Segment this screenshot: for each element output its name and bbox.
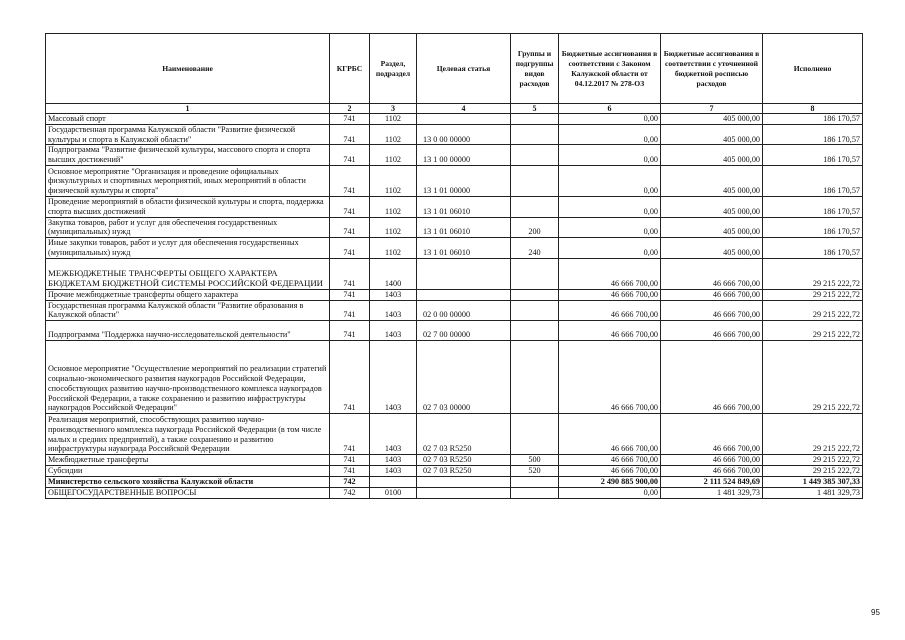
cell-name: Подпрограмма "Развитие физической культуры, массового спорта и спорта высших достижений" (46, 145, 330, 166)
cell-refined: 2 111 524 849,69 (661, 476, 763, 487)
cell-exec: 186 170,57 (763, 238, 863, 259)
cell-group: 520 (511, 465, 559, 476)
cell-section: 1403 (370, 455, 417, 466)
cell-name: Субсидии (46, 465, 330, 476)
col-number: 2 (330, 104, 370, 114)
cell-law: 0,00 (559, 196, 661, 217)
cell-name: МЕЖБЮДЖЕТНЫЕ ТРАНСФЕРТЫ ОБЩЕГО ХАРАКТЕРА БЮДЖЕТАМ БЮДЖЕТНОЙ СИСТЕМЫ РОССИЙСКОЙ ФЕДЕРАЦИИ (46, 258, 330, 289)
cell-name: Прочие межбюджетные трансферты общего характера (46, 289, 330, 300)
cell-name: Реализация мероприятий, способствующих развитию научно-производственного комплекса наукограда Российской Федерации (в том числе малых и средних предприятий), а также сохранению и развитию инфраструктуры наукограда Российской Федерации (46, 414, 330, 455)
cell-kgrbs: 741 (330, 321, 370, 341)
cell-exec: 186 170,57 (763, 124, 863, 145)
cell-kgrbs: 742 (330, 487, 370, 498)
col-header-name: Наименование (46, 34, 330, 104)
cell-refined: 46 666 700,00 (661, 258, 763, 289)
cell-exec: 186 170,57 (763, 114, 863, 125)
cell-exec: 186 170,57 (763, 217, 863, 238)
cell-section: 1102 (370, 217, 417, 238)
col-number: 7 (661, 104, 763, 114)
cell-law: 46 666 700,00 (559, 300, 661, 321)
cell-name: Массовый спорт (46, 114, 330, 125)
table-row (46, 465, 863, 476)
cell-target: 13 1 01 06010 (417, 196, 511, 217)
table-row (46, 124, 863, 145)
col-number: 5 (511, 104, 559, 114)
col-number: 4 (417, 104, 511, 114)
table-row (46, 114, 863, 125)
cell-section: 1403 (370, 289, 417, 300)
cell-group (511, 414, 559, 455)
cell-refined: 46 666 700,00 (661, 300, 763, 321)
cell-kgrbs: 741 (330, 165, 370, 196)
cell-group (511, 124, 559, 145)
table-row (46, 487, 863, 498)
header-row (46, 34, 863, 104)
cell-target: 02 7 00 00000 (417, 321, 511, 341)
cell-exec: 29 215 222,72 (763, 289, 863, 300)
cell-kgrbs: 741 (330, 238, 370, 259)
cell-section: 1403 (370, 341, 417, 414)
cell-name: Основное мероприятие "Осуществление мероприятий по реализации стратегий социально-экономического развития наукоградов Российской Федерации, способствующих развитию научно-производственного комплекса наукоградов Российской Федерации, а также сохранению и развитию инфраструктуры наукоградов Российской Федерации" (46, 341, 330, 414)
cell-target (417, 114, 511, 125)
cell-law: 0,00 (559, 145, 661, 166)
cell-section: 1102 (370, 124, 417, 145)
cell-group (511, 258, 559, 289)
cell-target: 02 7 03 00000 (417, 341, 511, 414)
cell-section: 1102 (370, 165, 417, 196)
cell-kgrbs: 741 (330, 258, 370, 289)
cell-refined: 46 666 700,00 (661, 414, 763, 455)
cell-exec: 29 215 222,72 (763, 258, 863, 289)
cell-section: 1400 (370, 258, 417, 289)
cell-law: 0,00 (559, 487, 661, 498)
cell-exec: 1 481 329,73 (763, 487, 863, 498)
col-header-groups: Группы и подгруппы видов расходов (511, 34, 559, 104)
cell-section: 1403 (370, 300, 417, 321)
cell-section: 1102 (370, 196, 417, 217)
cell-law: 46 666 700,00 (559, 465, 661, 476)
cell-exec: 1 449 385 307,33 (763, 476, 863, 487)
cell-law: 0,00 (559, 238, 661, 259)
table-row (46, 455, 863, 466)
cell-group (511, 196, 559, 217)
cell-section: 1403 (370, 465, 417, 476)
col-header-executed: Исполнено (763, 34, 863, 104)
budget-table (45, 33, 863, 499)
cell-target (417, 487, 511, 498)
cell-law: 46 666 700,00 (559, 455, 661, 466)
cell-exec: 186 170,57 (763, 145, 863, 166)
cell-refined: 46 666 700,00 (661, 341, 763, 414)
cell-section: 1403 (370, 414, 417, 455)
cell-refined: 405 000,00 (661, 165, 763, 196)
cell-target: 13 1 00 00000 (417, 145, 511, 166)
cell-exec: 186 170,57 (763, 196, 863, 217)
cell-target: 13 0 00 00000 (417, 124, 511, 145)
cell-target (417, 258, 511, 289)
cell-exec: 29 215 222,72 (763, 321, 863, 341)
col-header-budget-law: Бюджетные ассигнования в соответствии с Законом Калужской области от 04.12.2017 № 278-ОЗ (559, 34, 661, 104)
cell-law: 0,00 (559, 165, 661, 196)
col-number: 6 (559, 104, 661, 114)
cell-section: 1403 (370, 321, 417, 341)
cell-section: 0100 (370, 487, 417, 498)
table-row (46, 321, 863, 341)
table-row (46, 341, 863, 414)
cell-name: Основное мероприятие "Организация и проведение официальных физкультурных и спортивных мероприятий, иных мероприятий в области физической культуры и спорта" (46, 165, 330, 196)
cell-refined: 405 000,00 (661, 238, 763, 259)
cell-group: 200 (511, 217, 559, 238)
cell-refined: 46 666 700,00 (661, 321, 763, 341)
cell-law: 46 666 700,00 (559, 321, 661, 341)
cell-law: 0,00 (559, 114, 661, 125)
cell-target: 13 1 01 06010 (417, 238, 511, 259)
cell-refined: 405 000,00 (661, 114, 763, 125)
cell-target: 02 7 03 R5250 (417, 455, 511, 466)
cell-name: Иные закупки товаров, работ и услуг для обеспечения государственных (муниципальных) нужд (46, 238, 330, 259)
col-number: 8 (763, 104, 863, 114)
col-number: 1 (46, 104, 330, 114)
cell-target: 13 1 01 06010 (417, 217, 511, 238)
cell-group (511, 487, 559, 498)
cell-section: 1102 (370, 238, 417, 259)
cell-group (511, 321, 559, 341)
table-row (46, 289, 863, 300)
cell-law: 2 490 885 900,00 (559, 476, 661, 487)
col-header-kgrbs: КГРБС (330, 34, 370, 104)
cell-kgrbs: 741 (330, 341, 370, 414)
cell-law: 46 666 700,00 (559, 258, 661, 289)
cell-refined: 405 000,00 (661, 145, 763, 166)
cell-law: 0,00 (559, 217, 661, 238)
cell-section (370, 476, 417, 487)
cell-group (511, 114, 559, 125)
cell-target: 02 7 03 R5250 (417, 465, 511, 476)
cell-kgrbs: 741 (330, 465, 370, 476)
cell-target (417, 289, 511, 300)
cell-law: 46 666 700,00 (559, 289, 661, 300)
cell-group (511, 165, 559, 196)
table-row (46, 300, 863, 321)
cell-refined: 405 000,00 (661, 217, 763, 238)
column-number-row (46, 104, 863, 114)
cell-refined: 46 666 700,00 (661, 289, 763, 300)
cell-refined: 46 666 700,00 (661, 455, 763, 466)
cell-exec: 29 215 222,72 (763, 300, 863, 321)
col-header-section: Раздел, подраздел (370, 34, 417, 104)
cell-kgrbs: 741 (330, 300, 370, 321)
cell-group: 240 (511, 238, 559, 259)
col-number: 3 (370, 104, 417, 114)
cell-kgrbs: 741 (330, 114, 370, 125)
cell-kgrbs: 741 (330, 289, 370, 300)
cell-law: 0,00 (559, 124, 661, 145)
cell-law: 46 666 700,00 (559, 341, 661, 414)
cell-kgrbs: 741 (330, 196, 370, 217)
table-row (46, 414, 863, 455)
table-row (46, 196, 863, 217)
table-row (46, 476, 863, 487)
cell-kgrbs: 741 (330, 414, 370, 455)
cell-kgrbs: 741 (330, 124, 370, 145)
cell-section: 1102 (370, 114, 417, 125)
cell-name: ОБЩЕГОСУДАРСТВЕННЫЕ ВОПРОСЫ (46, 487, 330, 498)
cell-name: Межбюджетные трансферты (46, 455, 330, 466)
page-number: 95 (871, 608, 880, 617)
col-header-budget-refined: Бюджетные ассигнования в соответствии с уточненной бюджетной росписью расходов (661, 34, 763, 104)
cell-group (511, 300, 559, 321)
cell-exec: 29 215 222,72 (763, 465, 863, 476)
cell-name: Министерство сельского хозяйства Калужской области (46, 476, 330, 487)
cell-group (511, 289, 559, 300)
cell-group (511, 476, 559, 487)
cell-refined: 1 481 329,73 (661, 487, 763, 498)
cell-group (511, 341, 559, 414)
cell-group (511, 145, 559, 166)
table-row (46, 258, 863, 289)
cell-kgrbs: 741 (330, 455, 370, 466)
cell-section: 1102 (370, 145, 417, 166)
cell-refined: 46 666 700,00 (661, 465, 763, 476)
cell-name: Государственная программа Калужской области "Развитие физической культуры и спорта в Калужской области" (46, 124, 330, 145)
table-row (46, 217, 863, 238)
cell-kgrbs: 742 (330, 476, 370, 487)
cell-target: 02 0 00 00000 (417, 300, 511, 321)
col-header-target: Целевая статья (417, 34, 511, 104)
cell-name: Закупка товаров, работ и услуг для обеспечения государственных (муниципальных) нужд (46, 217, 330, 238)
cell-exec: 186 170,57 (763, 165, 863, 196)
cell-name: Подпрограмма "Поддержка научно-исследовательской деятельности" (46, 321, 330, 341)
cell-target: 02 7 03 R5250 (417, 414, 511, 455)
cell-refined: 405 000,00 (661, 124, 763, 145)
cell-target: 13 1 01 00000 (417, 165, 511, 196)
cell-target (417, 476, 511, 487)
cell-exec: 29 215 222,72 (763, 455, 863, 466)
table-row (46, 238, 863, 259)
cell-exec: 29 215 222,72 (763, 414, 863, 455)
cell-kgrbs: 741 (330, 217, 370, 238)
cell-name: Проведение мероприятий в области физической культуры и спорта, поддержка спорта высших достижений (46, 196, 330, 217)
cell-exec: 29 215 222,72 (763, 341, 863, 414)
cell-refined: 405 000,00 (661, 196, 763, 217)
table-body (46, 114, 863, 499)
cell-kgrbs: 741 (330, 145, 370, 166)
table-row (46, 145, 863, 166)
cell-law: 46 666 700,00 (559, 414, 661, 455)
cell-name: Государственная программа Калужской области "Развитие образования в Калужской области" (46, 300, 330, 321)
table-row (46, 165, 863, 196)
cell-group: 500 (511, 455, 559, 466)
